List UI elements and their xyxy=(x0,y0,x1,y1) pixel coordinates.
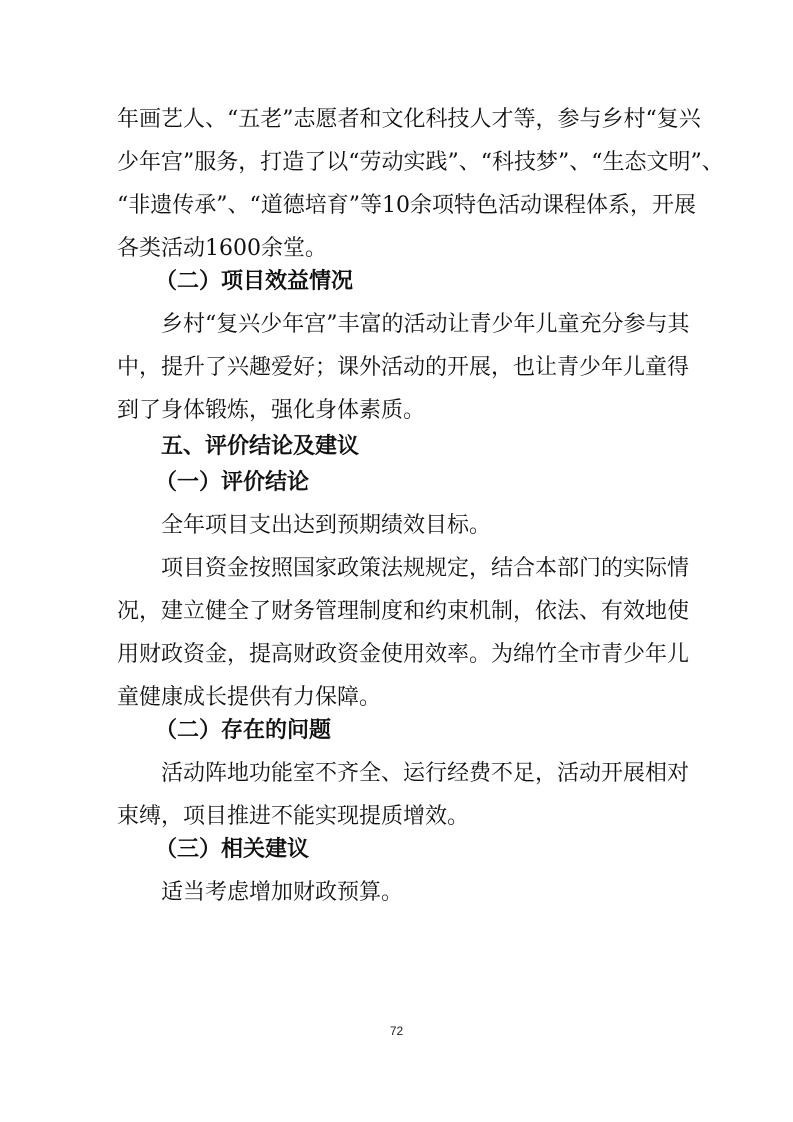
body-text-line: 少年宫”服务，打造了以“劳动实践”、“科技梦”、“生态文明”、 xyxy=(117,150,724,175)
section-heading: （二）存在的问题 xyxy=(155,718,332,743)
body-text-line: 年画艺人、“五老”志愿者和文化科技人才等，参与乡村“复兴 xyxy=(117,107,701,132)
body-text-line: 乡村“复兴少年宫”丰富的活动让青少年儿童充分参与其 xyxy=(161,312,690,337)
body-text-line: 到了身体锻炼，强化身体素质。 xyxy=(117,398,426,423)
body-text-line: 用财政资金，提高财政资金使用效率。为绵竹全市青少年儿 xyxy=(117,642,690,667)
chapter-heading: 五、评价结论及建议 xyxy=(161,434,360,459)
body-text-line: 全年项目支出达到预期绩效目标。 xyxy=(161,513,492,538)
body-text-line: 中，提升了兴趣爱好；课外活动的开展，也让青少年儿童得 xyxy=(117,355,690,380)
body-text-line: 况，建立健全了财务管理制度和约束机制，依法、有效地使 xyxy=(117,599,690,624)
body-text-line: 童健康成长提供有力保障。 xyxy=(117,685,382,710)
section-heading: （一）评价结论 xyxy=(155,470,310,495)
body-text-line: “非遗传承”、“道德培育”等10余项特色活动课程体系，开展 xyxy=(117,193,696,218)
section-heading: （二）项目效益情况 xyxy=(155,269,354,294)
section-heading: （三）相关建议 xyxy=(155,837,310,862)
page-number: 72 xyxy=(389,1024,404,1038)
body-text-line: 各类活动1600余堂。 xyxy=(117,236,327,261)
body-text-line: 束缚，项目推进不能实现提质增效。 xyxy=(117,804,470,829)
body-text-line: 活动阵地功能室不齐全、运行经费不足，活动开展相对 xyxy=(161,761,690,786)
body-text-line: 项目资金按照国家政策法规规定，结合本部门的实际情 xyxy=(161,556,690,581)
body-text-line: 适当考虑增加财政预算。 xyxy=(161,880,404,905)
